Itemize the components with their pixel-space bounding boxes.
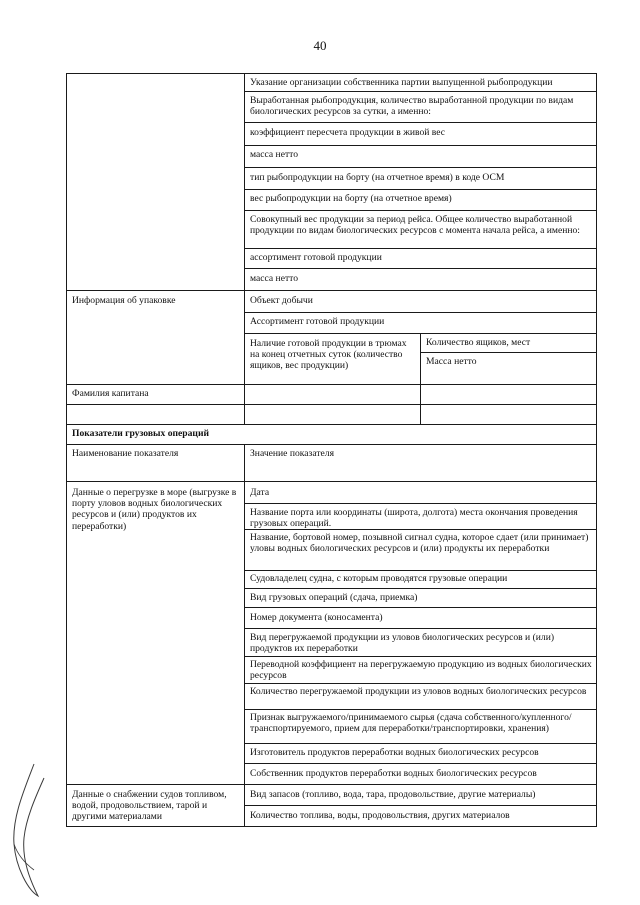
- row-line: [244, 588, 597, 589]
- table-right-border: [596, 73, 597, 827]
- cell-text: Название порта или координаты (широта, долгота) места окончания проведения грузовых операций.: [250, 507, 578, 530]
- row-line: [244, 91, 597, 92]
- row-line: [66, 481, 597, 482]
- cell-text: Судовладелец судна, с которым проводятся грузовые операции: [250, 573, 508, 584]
- column-header: Наименование показателя: [72, 448, 179, 459]
- cell-text: Признак выгружаемого/принимаемого сырья (сдача собственного/купленного/транспортируемого, прием для переработки/транспортировки, хранения): [250, 712, 572, 735]
- cell-text: Вид грузовых операций (сдача, приемка): [250, 592, 418, 603]
- packaging-label: Информация об упаковке: [72, 295, 176, 306]
- row-line: [244, 312, 597, 313]
- cell-text: Вид запасов (топливо, вода, тара, продовольствие, другие материалы): [250, 789, 536, 800]
- row-line: [244, 122, 597, 123]
- row-line: [66, 424, 597, 425]
- row-line: [66, 73, 597, 74]
- row-line: [244, 248, 597, 249]
- row-line: [244, 683, 597, 684]
- cell-text: вес рыбопродукции на борту (на отчетное время): [250, 193, 452, 204]
- section-header: Показатели грузовых операций: [72, 428, 210, 439]
- captain-label: Фамилия капитана: [72, 388, 149, 399]
- row-line: [66, 784, 597, 785]
- row-line: [244, 570, 597, 571]
- row-line: [66, 444, 597, 445]
- cell-text: Собственник продуктов переработки водных биологических ресурсов: [250, 768, 537, 779]
- cell-text: Количество топлива, воды, продовольствия, других материалов: [250, 810, 510, 821]
- cell-text: Номер документа (коносамента): [250, 612, 383, 623]
- cell-text: ассортимент готовой продукции: [250, 252, 382, 263]
- row-line: [244, 743, 597, 744]
- row-line: [244, 607, 597, 608]
- transshipment-label: Данные о перегрузке в море (выгрузке в порту уловов водных биологических ресурсов и (или) продуктов их переработки): [72, 487, 237, 532]
- cell-text: Переводной коэффициент на перегружаемую продукцию из водных биологических ресурсов: [250, 659, 592, 682]
- row-line: [244, 503, 597, 504]
- row-line: [244, 709, 597, 710]
- supply-label: Данные о снабжении судов топливом, водой, продовольствием, тарой и другими материалами: [72, 789, 227, 823]
- row-line: [244, 333, 597, 334]
- cell-text: Указание организации собственника партии выпущенной рыбопродукции: [250, 77, 553, 88]
- table-bottom-border: [66, 826, 597, 827]
- cell-text: Ассортимент готовой продукции: [250, 316, 385, 327]
- cell-text: Изготовитель продуктов переработки водных биологических ресурсов: [250, 747, 539, 758]
- cell-text: масса нетто: [250, 273, 299, 284]
- cell-text: коэффициент пересчета продукции в живой вес: [250, 127, 446, 138]
- subcolumn-divider: [420, 333, 421, 424]
- row-line: [244, 210, 597, 211]
- column-divider: [244, 444, 245, 827]
- cell-text: Масса нетто: [426, 356, 477, 367]
- row-line: [244, 763, 597, 764]
- row-line: [244, 656, 597, 657]
- cell-text: тип рыбопродукции на борту (на отчетное время) в коде ОСМ: [250, 172, 505, 183]
- cell-text: Вид перегружаемой продукции из уловов биологических ресурсов и (или) продуктов их переработки: [250, 632, 555, 655]
- cell-text: Совокупный вес продукции за период рейса. Общее количество выработанной продукции по видам биологических ресурсов с момента начала рейса, а именно:: [250, 214, 580, 237]
- row-line: [244, 628, 597, 629]
- page-number: 40: [313, 38, 327, 53]
- row-line: [66, 290, 597, 291]
- row-line: [244, 268, 597, 269]
- cell-text: Количество ящиков, мест: [426, 337, 531, 348]
- row-line: [420, 352, 597, 353]
- cell-text: масса нетто: [250, 149, 299, 160]
- cell-text: Выработанная рыбопродукция, количество выработанной продукции по видам биологических ресурсов за сутки, а именно:: [250, 95, 574, 118]
- row-line: [66, 404, 597, 405]
- row-line: [244, 145, 597, 146]
- cell-text: Дата: [250, 487, 270, 498]
- cell-text: Наличие готовой продукции в трюмах на конец отчетных суток (количество ящиков, вес продукции): [250, 338, 407, 372]
- signature-mark: [0, 760, 70, 900]
- column-header: Значение показателя: [250, 448, 334, 459]
- table-left-border: [66, 73, 67, 827]
- cell-text: Объект добычи: [250, 295, 313, 306]
- cell-text: Название, бортовой номер, позывной сигнал судна, которое сдает (или принимает) уловы водных биологических ресурсов и (или) продукты их переработки: [250, 532, 589, 555]
- row-line: [244, 805, 597, 806]
- row-line: [66, 384, 597, 385]
- row-line: [244, 167, 597, 168]
- row-line: [244, 189, 597, 190]
- cell-text: Количество перегружаемой продукции из уловов водных биологических ресурсов: [250, 686, 587, 697]
